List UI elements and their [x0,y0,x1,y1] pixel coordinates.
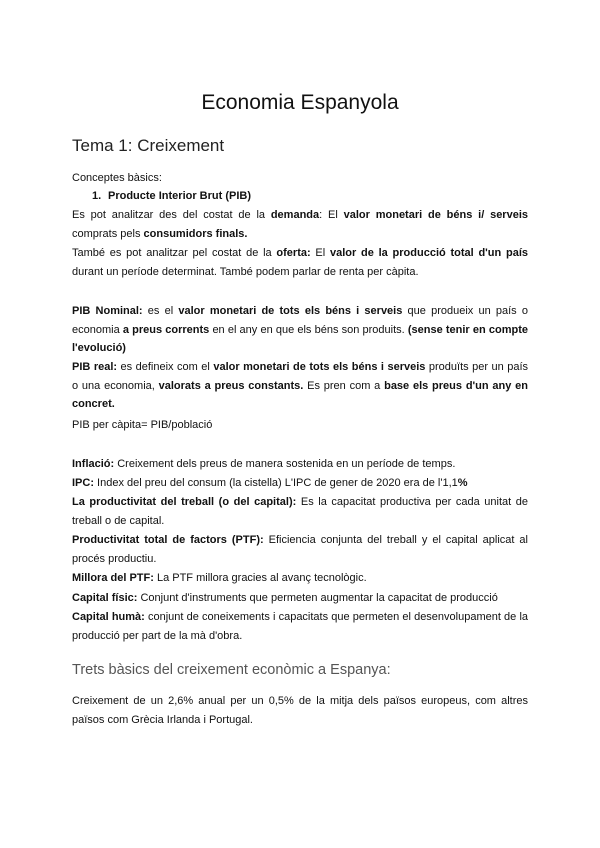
text-run: durant un període determinat. També podem parlar de renta per càpita. [72,265,419,278]
text-run: També es pot analitzar pel costat de la [72,247,277,259]
definition-productivitat [72,493,528,530]
supply-paragraph [72,244,528,281]
document-title: Economia Espanyola [201,91,399,114]
text-run: que produeix un país o economia [72,305,528,336]
text-run-bold: (sense tenir en compte l'evolució) [72,323,528,354]
text-run-bold: valor de la producció total d'un país [329,247,529,259]
text-run: : El [319,209,344,221]
section2-paragraph: Creixement de un 2,6% anual per un 0,5% de la mitja dels països europeus, com altres països com Grècia Irlanda i Portugal. [72,695,528,726]
text-run: es el [142,305,179,317]
definition-term: IPC: [72,477,94,489]
definition-text: Eficiencia conjunta del treball y el capital aplicat al procés productiu. [72,534,528,565]
definition-text: La PTF millora gracies al avanç tecnològic. [153,572,367,584]
list-number: 1. [92,190,102,202]
definition-text: Index del preu del consum (la cistella) L'IPC de gener de 2020 era de l'1,1 [94,477,458,489]
definition-text-bold: % [457,477,468,489]
definition-term: Capital humà: [72,611,145,623]
definition-term: La productivitat del treball (o del capital): [72,496,297,508]
text-run-bold: a preus corrents [122,323,210,336]
definition-term: Productivitat total de factors (PTF): [72,534,264,546]
definition-ptf [72,531,528,568]
text-run: produïts per un país o una economia, [72,361,528,392]
definition-text: conjunt de coneixements i capacitats que permeten el desenvolupament de la producció per part de la mà d'obra. [72,611,529,642]
definition-millora-ptf [72,569,528,588]
text-run-bold: consumidors finals. [143,227,248,240]
text-run: en el any en que els béns son produits. [209,323,408,336]
text-run-bold: valor monetari de béns i/ serveis [343,209,529,221]
text-run-bold: PIB Nominal: [72,305,143,317]
text-run-bold: base els preus d'un any en concret. [72,379,528,410]
definition-capital-huma [72,608,528,645]
text-run-bold: valorats a preus constants. [158,379,304,392]
text-run-bold: oferta: [276,247,311,259]
text-run: es defineix com el [117,361,214,373]
definition-term: Capital físic: [72,592,138,604]
demand-paragraph [72,206,528,243]
definition-capital-fisic [72,589,528,608]
topic-heading: Tema 1: Creixement [72,136,225,155]
text-run: El [310,247,330,259]
definition-text: Creixement dels preus de manera sostenida en un període de temps. [114,458,456,470]
list-item [92,187,251,206]
pib-real-paragraph [72,358,528,414]
definition-text: Conjunt d'instruments que permeten augmentar la capacitat de producció [137,592,498,604]
text-run-bold: demanda [270,209,320,221]
text-run: Es pren com a [303,379,385,392]
concepts-label: Conceptes bàsics: [72,172,162,184]
definition-ipc [72,474,528,493]
definition-term: Inflació: [72,458,115,470]
list-text: Producte Interior Brut (PIB) [108,190,252,202]
pib-capita-line: PIB per càpita= PIB/població [72,419,213,431]
text-run-bold: valor monetari de tots els béns i serveis [178,305,403,317]
text-run: Es pot analitzar des del costat de la [72,209,271,221]
text-run: comprats pels [72,227,144,240]
definition-inflacio [72,455,528,474]
text-run-bold: PIB real: [72,361,118,373]
section2-heading: Trets bàsics del creixement econòmic a Espanya: [72,662,391,678]
definition-text: Es la capacitat productiva per cada unitat de treball o de capital. [72,496,528,527]
pib-nominal-paragraph [72,302,528,358]
definition-term: Millora del PTF: [72,572,154,584]
text-run-bold: valor monetari de tots els béns i serveis [213,361,426,373]
